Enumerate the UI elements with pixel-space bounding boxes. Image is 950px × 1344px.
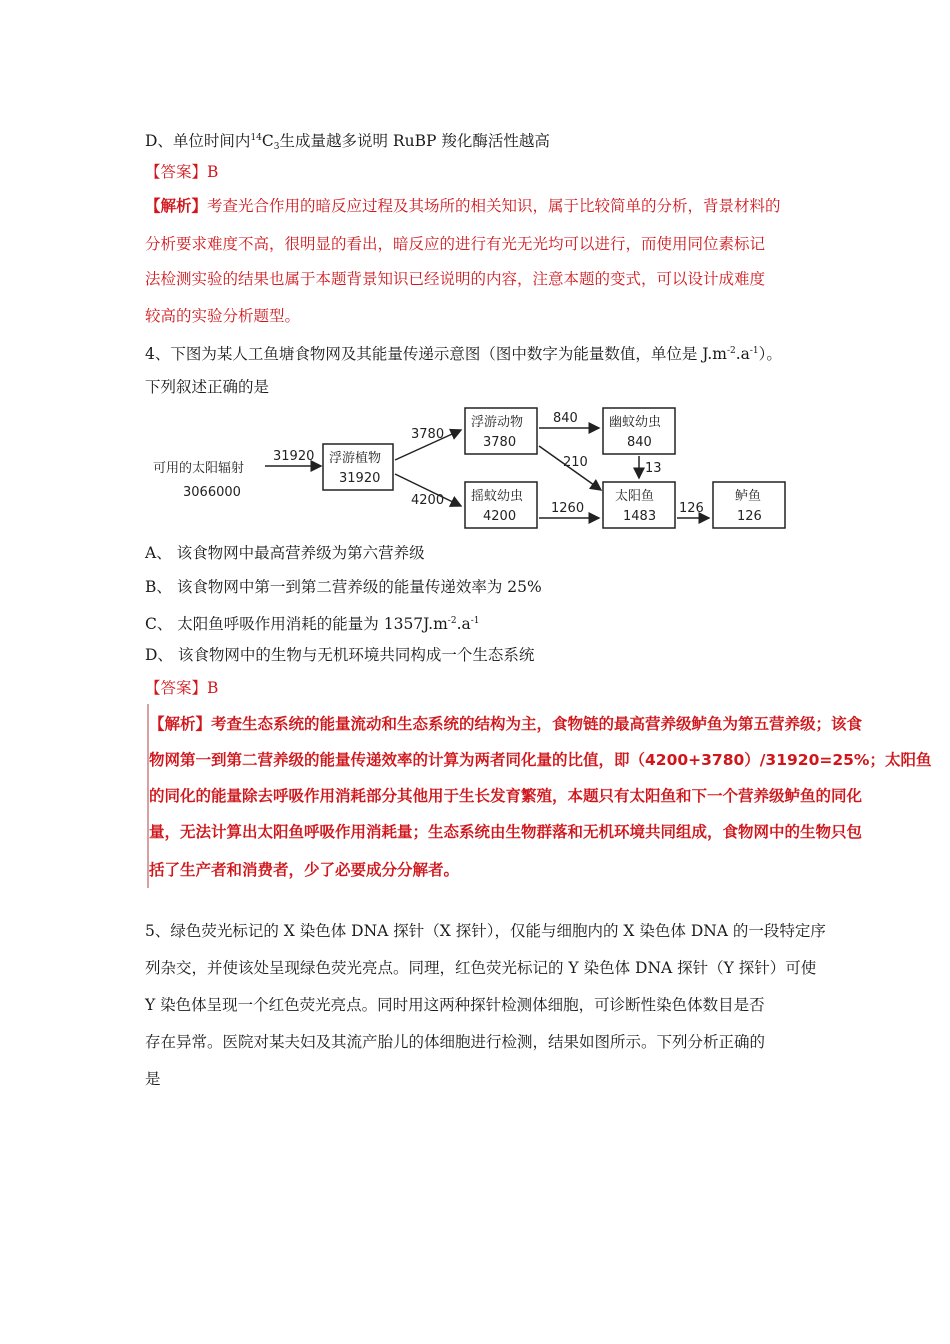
answer-label: 【答案】 — [145, 679, 208, 697]
arrow-zoo-sunfish-label: 210 — [563, 455, 588, 470]
arrow-sun-phytoplankton-label: 31920 — [273, 449, 315, 464]
isotope-superscript: 14 — [250, 133, 262, 143]
unit-text: .a — [456, 615, 471, 633]
zooplankton-value: 3780 — [483, 435, 517, 450]
q3-option-d-rest: 生成量越多说明 RuBP 羧化酶活性越高 — [279, 132, 550, 150]
food-web-diagram — [143, 398, 813, 530]
q4-option-b: B、 该食物网中第一到第二营养级的能量传递效率为 25% — [145, 578, 542, 596]
mosquito-value: 840 — [627, 435, 652, 450]
q4-stem-end: ）。 — [758, 345, 782, 363]
phytoplankton-value: 31920 — [339, 471, 381, 486]
q3-explanation-line-2: 分析要求难度不高，很明显的看出，暗反应的进行有光无光均可以进行，而使用同位素标记 — [145, 235, 766, 253]
q4-stem-text: 4、下图为某人工鱼塘食物网及其能量传递示意图（图中数字为能量数值，单位是 J.m — [145, 345, 727, 363]
explanation-text: 考查光合作用的暗反应过程及其场所的相关知识，属于比较简单的分析，背景材料的 — [207, 197, 781, 215]
q4-option-d: D、 该食物网中的生物与无机环境共同构成一个生态系统 — [145, 646, 535, 664]
q5-line-2: 列杂交，并使该处呈现绿色荧光亮点。同理，红色荧光标记的 Y 染色体 DNA 探针（Y 探针）可使 — [145, 959, 817, 977]
q5-line-3: Y 染色体呈现一个红色荧光亮点。同时用这两种探针检测体细胞，可诊断性染色体数目是否 — [145, 996, 765, 1014]
zooplankton-label: 浮游动物 — [471, 415, 524, 430]
q3-option-d-text: D、单位时间内 — [145, 132, 251, 150]
answer-value: B — [207, 679, 219, 697]
arrow-zoo-mosquito-label: 840 — [553, 411, 578, 426]
arrow-sunfish-perch-label: 126 — [679, 501, 704, 516]
q3-explanation-line-4: 较高的实验分析题型。 — [145, 307, 301, 325]
perch-label: 鲈鱼 — [735, 489, 762, 504]
q3-explanation-line-1 — [145, 196, 781, 216]
q4-explanation-line-2: 物网第一到第二营养级的能量传递效率的计算为两者同化量的比值，即（4200+3780）/31920=25%；太阳鱼 — [149, 751, 932, 769]
larvae-label: 摇蚊幼虫 — [471, 489, 524, 504]
q3-explanation-line-3: 法检测实验的结果也属于本题背景知识已经说明的内容，注意本题的变式，可以设计成难度 — [145, 270, 766, 288]
q3-option-d — [145, 128, 550, 157]
q4-explanation-line-4: 量，无法计算出太阳鱼呼吸作用消耗量；生态系统由生物群落和无机环境共同组成，食物网中的生物只包 — [149, 823, 863, 841]
unit-exponent: -2 — [447, 616, 457, 626]
q4-option-a: A、 该食物网中最高营养级为第六营养级 — [145, 544, 425, 562]
q4-answer — [145, 678, 218, 698]
q4-option-c-text: C、 太阳鱼呼吸作用消耗的能量为 1357J.m — [145, 615, 448, 633]
sunfish-label: 太阳鱼 — [615, 489, 655, 504]
unit-exponent: -2 — [726, 346, 736, 356]
q4-option-c — [145, 611, 480, 634]
explanation-label: 【解析】 — [145, 196, 208, 215]
carbon-symbol: C — [261, 132, 274, 150]
q5-line-1: 5、绿色荧光标记的 X 染色体 DNA 探针（X 探针），仅能与细胞内的 X 染色体 DNA 的一段特定序 — [145, 922, 826, 940]
arrow-phyto-zooplankton-label: 3780 — [411, 427, 445, 442]
q4-stem-line-1 — [145, 341, 782, 364]
answer-value: B — [207, 163, 219, 181]
mosquito-label: 幽蚊幼虫 — [609, 415, 662, 430]
unit-exponent: -1 — [470, 616, 480, 626]
q4-explanation-line-5: 括了生产者和消费者，少了必要成分分解者。 — [149, 861, 460, 879]
arrow-mosquito-sunfish-label: 13 — [645, 461, 662, 476]
sun-value: 3066000 — [183, 485, 241, 500]
sunfish-value: 1483 — [623, 509, 657, 524]
q5-line-5: 是 — [145, 1070, 161, 1088]
q5-line-4: 存在异常。医院对某夫妇及其流产胎儿的体细胞进行检测，结果如图所示。下列分析正确的 — [145, 1033, 766, 1051]
perch-value: 126 — [737, 509, 762, 524]
q4-explanation-line-1: 【解析】考查生态系统的能量流动和生态系统的结构为主，食物链的最高营养级鲈鱼为第五营养级；该食 — [149, 715, 863, 733]
sun-label: 可用的太阳辐射 — [153, 461, 245, 476]
q4-explanation-block — [147, 704, 932, 888]
larvae-value: 4200 — [483, 509, 517, 524]
q4-explanation-line-3: 的同化的能量除去呼吸作用消耗部分其他用于生长发育繁殖，本题只有太阳鱼和下一个营养级鲈鱼的同化 — [149, 787, 863, 805]
unit-exponent: -1 — [749, 346, 759, 356]
q3-answer — [145, 162, 218, 182]
arrow-phyto-larvae-label: 4200 — [411, 493, 445, 508]
q4-stem-line-2: 下列叙述正确的是 — [145, 378, 270, 396]
c3-subscript: 3 — [273, 142, 280, 152]
arrow-larvae-sunfish-label: 1260 — [551, 501, 585, 516]
phytoplankton-label: 浮游植物 — [329, 451, 382, 466]
answer-label: 【答案】 — [145, 163, 208, 181]
unit-text: .a — [735, 345, 750, 363]
